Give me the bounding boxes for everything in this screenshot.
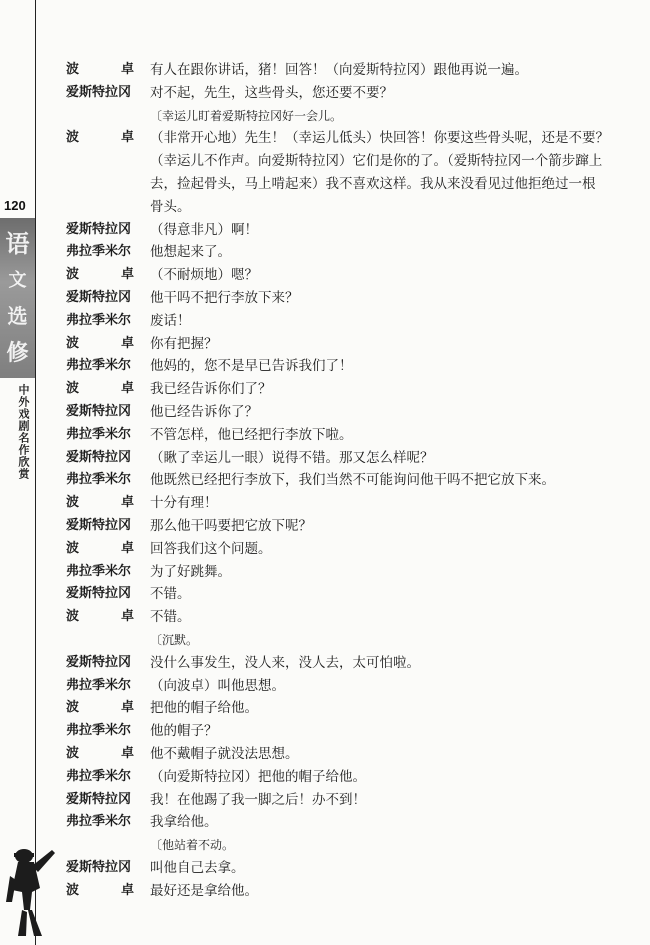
- speaker-name: 弗拉季米尔: [66, 358, 132, 374]
- speaker-name: 波 卓: [66, 700, 134, 716]
- script-line: [0, 447, 650, 469]
- script-line: [0, 583, 650, 605]
- script-line: [0, 766, 650, 788]
- speech-text: 对不起，先生，这些骨头，您还要不要？: [150, 84, 393, 101]
- script-line: [0, 606, 650, 628]
- script-line: [0, 629, 650, 651]
- speaker-name: 波 卓: [66, 130, 134, 146]
- script-line: [0, 264, 650, 286]
- script-line: [0, 59, 650, 81]
- script-line: [0, 834, 650, 856]
- speaker-name: 波 卓: [66, 609, 134, 625]
- script-line: [0, 857, 650, 879]
- script-line: [0, 469, 650, 491]
- speech-text: 我拿给他。: [150, 814, 218, 831]
- script-line: [0, 743, 650, 765]
- script-line: [0, 652, 650, 674]
- speech-text: 去，捡起骨头，马上啃起来）我不喜欢这样。我从来没看见过他拒绝过一根: [150, 176, 596, 192]
- script-line: [0, 811, 650, 833]
- speaker-name: 弗拉季米尔: [66, 723, 132, 739]
- speech-text: 他的帽子？: [150, 723, 218, 740]
- speaker-name: 波 卓: [66, 62, 134, 77]
- script-line: [0, 127, 650, 149]
- speaker-name: 弗拉季米尔: [66, 563, 132, 579]
- speaker-name: 爱斯特拉冈: [66, 404, 132, 419]
- script-line: [0, 287, 650, 309]
- script-line: [0, 401, 650, 423]
- script-line: [0, 219, 650, 241]
- speech-text: （不耐烦地）嗯？: [150, 267, 258, 284]
- speaker-name: 弗拉季米尔: [66, 472, 132, 488]
- script-line: [0, 538, 650, 560]
- speaker-name: 波 卓: [66, 335, 134, 351]
- speech-text: （瞅了幸运儿一眼）说得不错。那又怎么样呢？: [150, 449, 434, 466]
- speech-text: 废话！: [150, 312, 191, 329]
- speaker-name: 爱斯特拉冈: [66, 290, 132, 305]
- speech-text: （非常开心地）先生！（幸运儿低头）快回答！你要这些骨头呢，还是不要？: [150, 130, 609, 147]
- speaker-name: 波 卓: [66, 267, 134, 283]
- speaker-name: 爱斯特拉冈: [66, 586, 132, 602]
- stage-direction: 〔幸运儿盯着爱斯特拉冈好一会儿。: [150, 108, 343, 123]
- speaker-name: 爱斯特拉冈: [66, 221, 132, 237]
- speaker-name: 弗拉季米尔: [66, 814, 132, 830]
- script-line: [0, 789, 650, 811]
- speech-text: 没什么事发生，没人来，没人去，太可怕啦。: [150, 654, 420, 671]
- speaker-name: 爱斯特拉冈: [66, 449, 132, 465]
- speaker-name: 波 卓: [66, 381, 134, 397]
- series-char-2: 文: [8, 270, 27, 291]
- speech-text: 他已经告诉你了？: [150, 404, 258, 420]
- speech-text: 你有把握？: [150, 335, 218, 352]
- speech-text: 有人在跟你讲话，猪！回答！（向爱斯特拉冈）跟他再说一遍。: [150, 62, 528, 78]
- speaker-name: 波 卓: [66, 882, 134, 898]
- speech-text: 他既然已经把行李放下，我们当然不可能询问他干吗不把它放下来。: [150, 472, 555, 489]
- script-line: [0, 720, 650, 742]
- speech-text: 他想起来了。: [150, 244, 231, 261]
- speech-text: 他不戴帽子就没法思想。: [150, 746, 299, 762]
- speaker-name: 弗拉季米尔: [66, 677, 132, 693]
- speaker-name: 爱斯特拉冈: [66, 84, 132, 100]
- speech-text: 最好还是拿给他。: [150, 882, 258, 899]
- script-line: [0, 378, 650, 400]
- script-line: [0, 515, 650, 537]
- book-subtitle: 中外戏剧名作欣赏: [17, 384, 30, 480]
- speaker-name: 波 卓: [66, 746, 134, 761]
- speech-text: 不管怎样，他已经把行李放下啦。: [150, 426, 353, 443]
- page-number: 120: [4, 198, 26, 213]
- speaker-name: 弗拉季米尔: [66, 312, 132, 328]
- speaker-name: 弗拉季米尔: [66, 244, 132, 260]
- speech-text: 他干吗不把行李放下来？: [150, 290, 299, 306]
- stage-direction: 〔他站着不动。: [150, 838, 235, 853]
- speaker-name: 弗拉季米尔: [66, 426, 132, 442]
- speech-text: （得意非凡）啊！: [150, 221, 258, 238]
- speech-text: （向爱斯特拉冈）把他的帽子给他。: [150, 768, 366, 785]
- stage-direction: 〔沉默。: [150, 633, 199, 647]
- speech-text: 不错。: [150, 586, 191, 603]
- speaker-name: 爱斯特拉冈: [66, 654, 132, 670]
- speaker-name: 波 卓: [66, 540, 134, 556]
- speech-text: 为了好跳舞。: [150, 563, 231, 580]
- script-line: [0, 675, 650, 697]
- script-line: [0, 241, 650, 263]
- speech-text: （向波卓）叫他思想。: [150, 677, 285, 694]
- speech-text: （幸运儿不作声。向爱斯特拉冈）它们是你的了。（爱斯特拉冈一个箭步蹿上: [150, 153, 603, 170]
- script-line: [0, 880, 650, 902]
- script-line: [0, 82, 650, 104]
- speech-text: 十分有理！: [150, 495, 218, 512]
- script-line: [0, 150, 650, 172]
- script-line: [0, 424, 650, 446]
- script-line: [0, 697, 650, 719]
- script-line: [0, 310, 650, 332]
- script-line: [0, 333, 650, 355]
- speech-text: 我！在他踢了我一脚之后！办不到！: [150, 791, 366, 808]
- speech-text: 回答我们这个问题。: [150, 540, 272, 557]
- speaker-name: 爱斯特拉冈: [66, 791, 132, 807]
- speech-text: 那么他干吗要把它放下呢？: [150, 518, 312, 534]
- series-char-3: 选: [7, 304, 28, 328]
- script-line: [0, 492, 650, 514]
- speaker-name: 波 卓: [66, 495, 134, 511]
- script-line: [0, 196, 650, 218]
- speaker-name: 爱斯特拉冈: [66, 860, 132, 875]
- script-line: [0, 105, 650, 127]
- script-line: [0, 355, 650, 377]
- speech-text: 把他的帽子给他。: [150, 700, 258, 717]
- speaker-name: 弗拉季米尔: [66, 768, 132, 784]
- series-char-1: 语: [5, 229, 30, 258]
- speech-text: 叫他自己去拿。: [150, 860, 245, 876]
- speech-text: 骨头。: [150, 198, 191, 215]
- series-char-4: 修: [6, 340, 29, 366]
- speech-text: 我已经告诉你们了？: [150, 381, 272, 398]
- speech-text: 他妈的，您不是早已告诉我们了！: [150, 358, 353, 375]
- script-line: [0, 173, 650, 195]
- speech-text: 不错。: [150, 609, 191, 626]
- script-line: [0, 561, 650, 583]
- speaker-name: 爱斯特拉冈: [66, 518, 132, 533]
